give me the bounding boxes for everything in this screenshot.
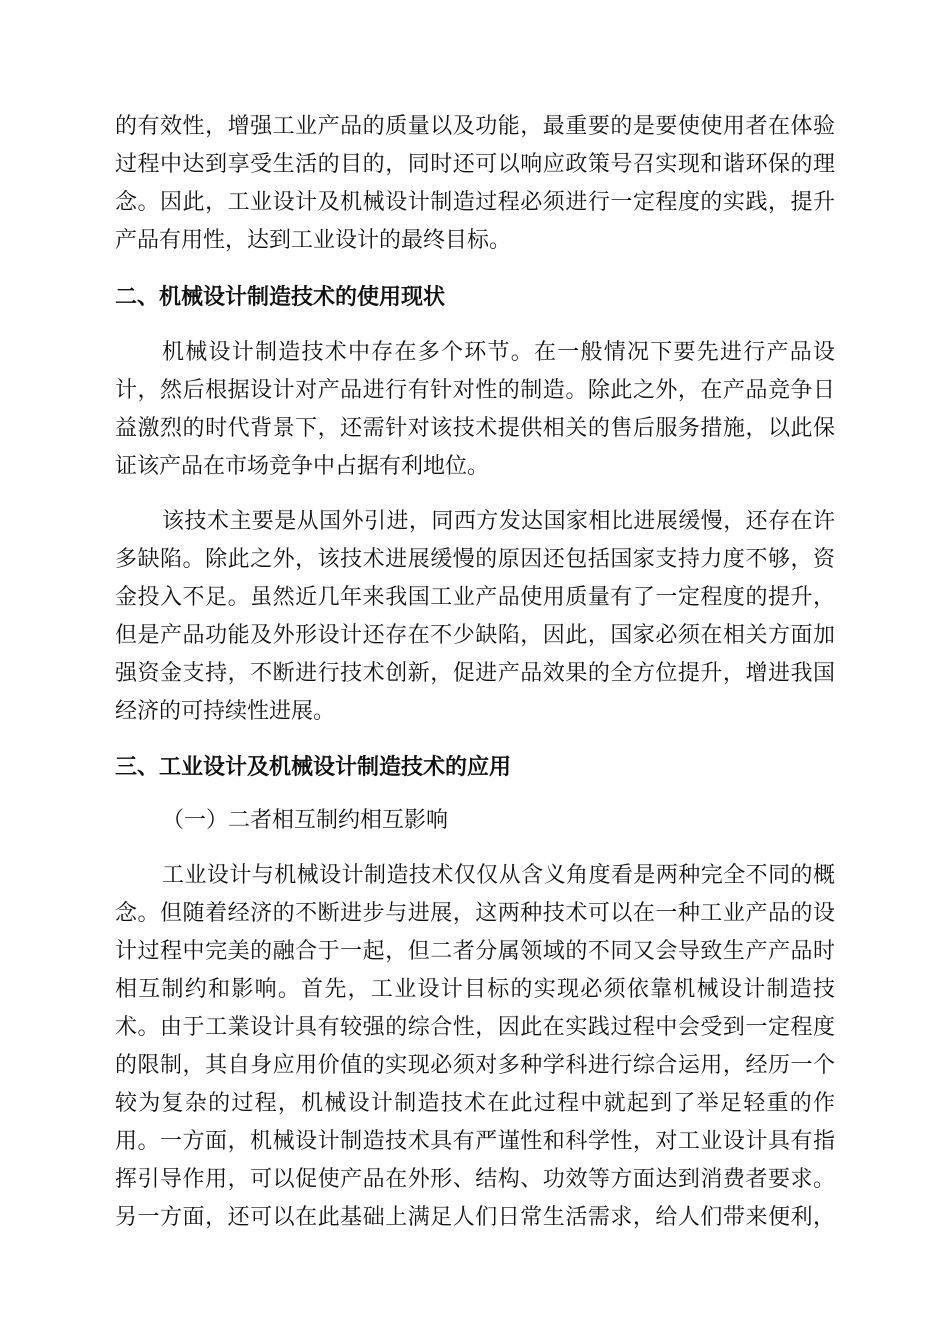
subsection-heading: （一）二者相互制约相互影响: [162, 808, 449, 833]
paragraph-line: 较为复杂的过程，机械设计制造技术在此过程中就起到了举足轻重的作: [115, 1091, 835, 1116]
paragraph-line: 金投入不足。虽然近几年来我国工业产品使用质量有了一定程度的提升，: [115, 585, 835, 610]
paragraph-line: 但是产品功能及外形设计还存在不少缺陷，因此，国家必须在相关方面加: [115, 623, 835, 648]
section-heading: 三、工业设计及机械设计制造技术的应用: [115, 754, 512, 780]
paragraph-line: 计，然后根据设计对产品进行有针对性的制造。除此之外，在产品竞争日: [115, 378, 835, 403]
paragraph-line: 多缺陷。除此之外，该技术进展缓慢的原因还包括国家支持力度不够，资: [115, 547, 835, 572]
paragraph-line: 机械设计制造技术中存在多个环节。在一般情况下要先进行产品设: [162, 340, 835, 365]
paragraph-line: 证该产品在市场竞争中占据有利地位。: [115, 454, 490, 479]
paragraph-line: 挥引导作用，可以促使产品在外形、结构、功效等方面达到消费者要求。: [115, 1167, 835, 1192]
paragraph-line: 念。但随着经济的不断进步与进展，这两种技术可以在一种工业产品的设: [115, 901, 835, 926]
paragraph-line: 工业设计与机械设计制造技术仅仅从含义角度看是两种完全不同的概: [162, 863, 835, 888]
paragraph-line: 过程中达到享受生活的目的，同时还可以响应政策号召实现和谐环保的理: [115, 152, 835, 177]
section-heading: 二、机械设计制造技术的使用现状: [115, 284, 446, 310]
paragraph-line: 相互制约和影响。首先，工业设计目标的实现必须依靠机械设计制造技: [115, 977, 835, 1002]
paragraph-line: 该技术主要是从国外引进，同西方发达国家相比进展缓慢，还存在许: [162, 509, 835, 534]
paragraph-line: 计过程中完美的融合于一起，但二者分属领域的不同又会导致生产产品时: [115, 939, 835, 964]
paragraph-line: 益激烈的时代背景下，还需针对该技术提供相关的售后服务措施，以此保: [115, 416, 835, 441]
paragraph-line: 的有效性，增强工业产品的质量以及功能，最重要的是要使使用者在体验: [115, 114, 835, 139]
paragraph-line: 强资金支持，不断进行技术创新，促进产品效果的全方位提升，增进我国: [115, 661, 835, 686]
paragraph-line: 经济的可持续性进展。: [115, 699, 336, 724]
paragraph-line: 术。由于工業设计具有较强的综合性，因此在实践过程中会受到一定程度: [115, 1015, 835, 1040]
paragraph-line: 另一方面，还可以在此基础上满足人们日常生活需求，给人们带来便利，: [115, 1205, 835, 1230]
paragraph-line: 念。因此，工业设计及机械设计制造过程必须进行一定程度的实践，提升: [115, 190, 835, 215]
paragraph-line: 的限制，其自身应用价值的实现必须对多种学科进行综合运用，经历一个: [115, 1053, 835, 1078]
paragraph-line: 产品有用性，达到工业设计的最终目标。: [115, 228, 512, 253]
paragraph-line: 用。一方面，机械设计制造技术具有严谨性和科学性，对工业设计具有指: [115, 1129, 835, 1154]
